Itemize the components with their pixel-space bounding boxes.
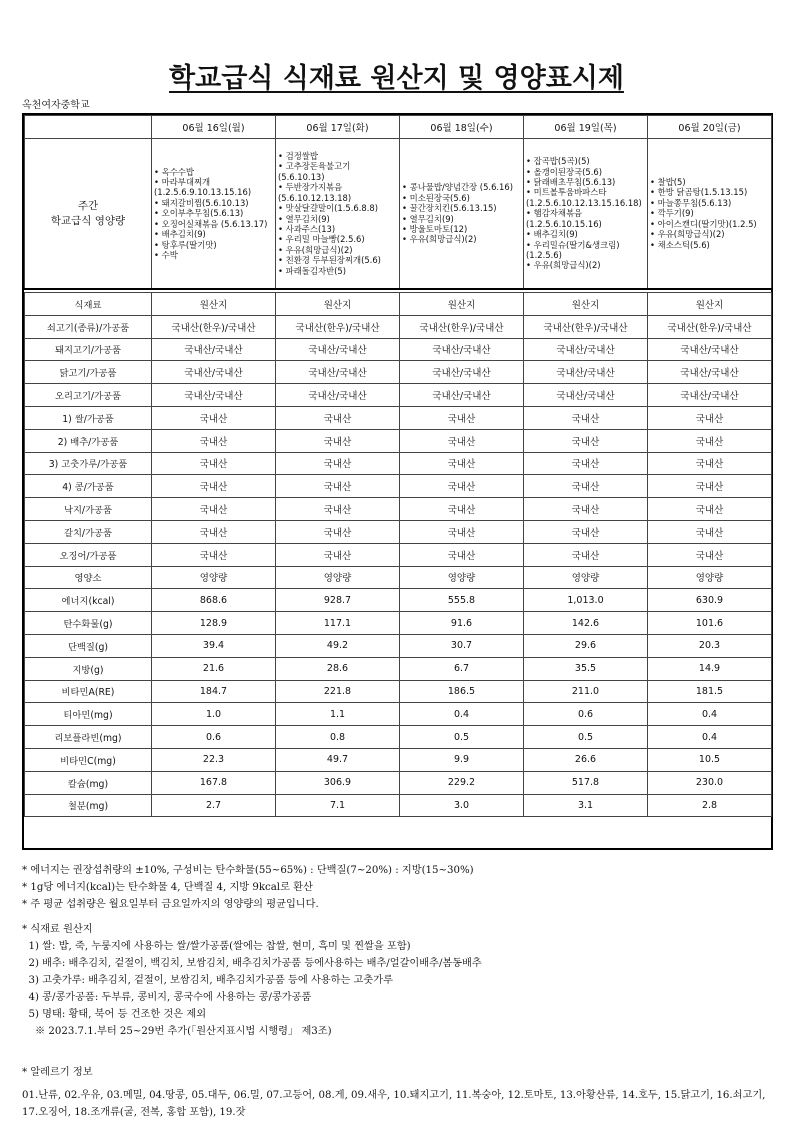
value-cell: 국내산/국내산 bbox=[400, 361, 524, 384]
menu-item: • 맛살달걀말이(1.5.6.8.8) bbox=[278, 203, 378, 214]
value-cell: 국내산 bbox=[400, 498, 524, 521]
value-cell: 국내산(한우)/국내산 bbox=[400, 315, 524, 338]
value-cell: 1.0 bbox=[152, 703, 276, 726]
value-cell: 국내산 bbox=[152, 498, 276, 521]
value-cell: 국내산 bbox=[648, 520, 772, 543]
value-cell: 28.6 bbox=[276, 657, 400, 680]
nutrition-table bbox=[24, 115, 772, 817]
value-cell: 국내산 bbox=[152, 406, 276, 429]
header-value: 원산지 bbox=[152, 293, 276, 316]
value-cell: 21.6 bbox=[152, 657, 276, 680]
value-cell: 국내산/국내산 bbox=[152, 361, 276, 384]
value-cell: 306.9 bbox=[276, 771, 400, 794]
value-cell: 국내산 bbox=[648, 429, 772, 452]
menu-item: • 닭래배초무침(5.6.13) bbox=[526, 177, 616, 188]
value-cell: 국내산 bbox=[524, 543, 648, 566]
value-cell: 국내산 bbox=[524, 406, 648, 429]
menu-cell bbox=[276, 139, 400, 290]
value-cell: 181.5 bbox=[648, 680, 772, 703]
origin-row bbox=[25, 315, 772, 338]
row-label: 리보플라빈(mg) bbox=[25, 726, 152, 749]
value-cell: 국내산 bbox=[400, 475, 524, 498]
menu-item: • 우유(희망급식)(2) bbox=[650, 229, 725, 240]
origin-note-line: 1) 쌀: 밥, 죽, 누룽지에 사용하는 쌀/쌀가공품(쌀에는 찹쌀, 현미, 흑미 및 찐쌀을 포함) bbox=[22, 941, 411, 952]
value-cell: 928.7 bbox=[276, 589, 400, 612]
value-cell: 3.1 bbox=[524, 794, 648, 817]
date-cell: 06월 20일(금) bbox=[648, 116, 772, 139]
origin-notes-title: * 식재료 원산지 bbox=[22, 924, 93, 935]
corner-cell bbox=[25, 116, 152, 139]
origin-row bbox=[25, 384, 772, 407]
menu-cell bbox=[648, 139, 772, 290]
nutrient-row bbox=[25, 680, 772, 703]
allergy-text: 01.난류, 02.우유, 03.메밀, 04.땅콩, 05.대두, 06.밀, 07.고등어, 08.게, 09.새우, 10.돼지고기, 11.복숭아, 12.토마토, 13.아황산류, 14.호두, 15.닭고기, 16.쇠고기, 17.오징어, 18.조개류(굴, 전복, 홍합 포함), 19.잣 bbox=[22, 1090, 766, 1118]
menu-item: • 우유(희망급식)(2) bbox=[526, 260, 601, 271]
value-cell: 국내산 bbox=[648, 543, 772, 566]
value-cell: 국내산 bbox=[276, 543, 400, 566]
row-label: 오징어/가공품 bbox=[25, 543, 152, 566]
value-cell: 국내산(한우)/국내산 bbox=[524, 315, 648, 338]
menu-item: • 옥수수밥 bbox=[154, 166, 194, 177]
value-cell: 국내산 bbox=[400, 452, 524, 475]
menu-item: • 돼지갈비찜(5.6.10.13) bbox=[154, 197, 249, 208]
value-cell: 국내산 bbox=[276, 475, 400, 498]
menu-item: • 고추장돈육불고기 (5.6.10.13) bbox=[278, 161, 351, 182]
value-cell: 1.1 bbox=[276, 703, 400, 726]
menu-item: • 마라부대찌개 (1.2.5.6.9.10.13.15.16) bbox=[154, 177, 252, 198]
row-label: 오리고기/가공품 bbox=[25, 384, 152, 407]
origin-row bbox=[25, 406, 772, 429]
menu-item: • 꿀간장치킨(5.6.13.15) bbox=[402, 203, 497, 214]
origin-notes-list bbox=[22, 938, 782, 1040]
origin-note-line: 2) 배추: 배추김치, 겉절이, 백김치, 보쌈김치, 배추김치가공품 등에사용하는 배추/얼갈이배추/봄동배추 bbox=[22, 958, 482, 969]
menu-item: • 파래돌김자반(5) bbox=[278, 265, 347, 276]
value-cell: 128.9 bbox=[152, 612, 276, 635]
value-cell: 국내산/국내산 bbox=[524, 338, 648, 361]
value-cell: 868.6 bbox=[152, 589, 276, 612]
value-cell: 국내산 bbox=[648, 406, 772, 429]
row-label: 비타민A(RE) bbox=[25, 680, 152, 703]
value-cell: 국내산 bbox=[276, 452, 400, 475]
value-cell: 국내산/국내산 bbox=[276, 361, 400, 384]
value-cell: 국내산 bbox=[400, 543, 524, 566]
value-cell: 국내산 bbox=[276, 429, 400, 452]
value-cell: 2.7 bbox=[152, 794, 276, 817]
menu-item: • 우유(희망급식)(2) bbox=[402, 234, 477, 245]
menu-item: • 배추김치(9) bbox=[154, 229, 206, 240]
origin-row bbox=[25, 475, 772, 498]
value-cell: 국내산/국내산 bbox=[648, 361, 772, 384]
date-cell: 06월 17일(화) bbox=[276, 116, 400, 139]
value-cell: 국내산/국내산 bbox=[648, 384, 772, 407]
value-cell: 29.6 bbox=[524, 634, 648, 657]
row-label: 돼지고기/가공품 bbox=[25, 338, 152, 361]
value-cell: 국내산 bbox=[524, 520, 648, 543]
header-value: 영양량 bbox=[152, 566, 276, 589]
row-label: 단백질(g) bbox=[25, 634, 152, 657]
value-cell: 2.8 bbox=[648, 794, 772, 817]
row-label: 비타민C(mg) bbox=[25, 748, 152, 771]
menu-item: • 올갱이된장국(5.6) bbox=[526, 166, 602, 177]
value-cell: 0.4 bbox=[400, 703, 524, 726]
value-cell: 국내산 bbox=[648, 475, 772, 498]
date-cell: 06월 19일(목) bbox=[524, 116, 648, 139]
note-line: * 1g당 에너지(kcal)는 탄수화물 4, 단백질 4, 지방 9kcal로 환산 bbox=[22, 882, 313, 893]
value-cell: 10.5 bbox=[648, 748, 772, 771]
value-cell: 국내산 bbox=[648, 498, 772, 521]
value-cell: 국내산/국내산 bbox=[524, 384, 648, 407]
menu-item: • 배추김치(9) bbox=[526, 229, 578, 240]
value-cell: 국내산/국내산 bbox=[400, 384, 524, 407]
value-cell: 0.4 bbox=[648, 703, 772, 726]
value-cell: 국내산 bbox=[400, 429, 524, 452]
value-cell: 30.7 bbox=[400, 634, 524, 657]
value-cell: 517.8 bbox=[524, 771, 648, 794]
allergy-title: * 알레르기 정보 bbox=[22, 1067, 93, 1078]
value-cell: 국내산/국내산 bbox=[276, 338, 400, 361]
origin-note-line: 5) 명태: 황태, 북어 등 건조한 것은 제외 bbox=[22, 1009, 207, 1020]
menu-item: • 검정쌀밥 bbox=[278, 151, 318, 162]
value-cell: 국내산 bbox=[524, 475, 648, 498]
row-label: 2) 배추/가공품 bbox=[25, 429, 152, 452]
menu-item: • 사과주스(13) bbox=[278, 223, 336, 234]
nutrition-table-frame bbox=[22, 113, 773, 850]
value-cell: 국내산(한우)/국내산 bbox=[276, 315, 400, 338]
menu-label-line: 학교급식 영양량 bbox=[50, 214, 126, 227]
value-cell: 49.7 bbox=[276, 748, 400, 771]
value-cell: 국내산/국내산 bbox=[400, 338, 524, 361]
origin-row bbox=[25, 361, 772, 384]
menu-item: • 열무김치(9) bbox=[402, 213, 454, 224]
value-cell: 국내산 bbox=[152, 429, 276, 452]
menu-item: • 열무김치(9) bbox=[278, 213, 330, 224]
menu-item: • 우유(희망급식)(2) bbox=[278, 244, 353, 255]
row-label: 닭고기/가공품 bbox=[25, 361, 152, 384]
value-cell: 91.6 bbox=[400, 612, 524, 635]
row-label: 에너지(kcal) bbox=[25, 589, 152, 612]
row-label: 철분(mg) bbox=[25, 794, 152, 817]
value-cell: 국내산 bbox=[524, 498, 648, 521]
value-cell: 국내산/국내산 bbox=[648, 338, 772, 361]
menu-cell bbox=[152, 139, 276, 290]
value-cell: 26.6 bbox=[524, 748, 648, 771]
menu-item: • 콩나물밥/양념간장 (5.6.16) bbox=[402, 182, 513, 193]
value-cell: 555.8 bbox=[400, 589, 524, 612]
menu-row bbox=[25, 139, 772, 290]
notes-section bbox=[22, 862, 782, 1040]
school-name: 옥천여자중학교 bbox=[22, 100, 90, 111]
menu-item: • 수박 bbox=[154, 249, 178, 260]
header-value: 영양량 bbox=[400, 566, 524, 589]
value-cell: 국내산 bbox=[152, 543, 276, 566]
origin-note-line: ※ 2023.7.1.부터 25~29번 추가(「원산지표시법 시행령」 제3조) bbox=[22, 1026, 332, 1037]
value-cell: 117.1 bbox=[276, 612, 400, 635]
row-label: 낙지/가공품 bbox=[25, 498, 152, 521]
value-cell: 14.9 bbox=[648, 657, 772, 680]
page-title: 학교급식 식재료 원산지 및 영양표시제 bbox=[169, 63, 624, 94]
menu-item: • 탕후루(딸기맛) bbox=[154, 239, 217, 250]
header-value: 영양량 bbox=[276, 566, 400, 589]
value-cell: 국내산/국내산 bbox=[152, 338, 276, 361]
value-cell: 221.8 bbox=[276, 680, 400, 703]
origin-note-line: 3) 고춧가루: 배추김치, 겉절이, 보쌈김치, 배추김치가공품 등에 사용하는 고춧가루 bbox=[22, 975, 393, 986]
value-cell: 국내산 bbox=[400, 520, 524, 543]
value-cell: 186.5 bbox=[400, 680, 524, 703]
value-cell: 국내산 bbox=[152, 520, 276, 543]
nutrient-row bbox=[25, 634, 772, 657]
value-cell: 0.6 bbox=[152, 726, 276, 749]
value-cell: 230.0 bbox=[648, 771, 772, 794]
value-cell: 0.4 bbox=[648, 726, 772, 749]
allergy-section bbox=[22, 1064, 777, 1121]
value-cell: 국내산/국내산 bbox=[152, 384, 276, 407]
header-value: 원산지 bbox=[524, 293, 648, 316]
value-cell: 국내산 bbox=[276, 498, 400, 521]
value-cell: 국내산 bbox=[400, 406, 524, 429]
date-cell: 06월 18일(수) bbox=[400, 116, 524, 139]
notes-list bbox=[22, 862, 782, 913]
header-label: 영양소 bbox=[25, 566, 152, 589]
note-line: * 주 평균 섭취량은 월요일부터 금요일까지의 영양량의 평균입니다. bbox=[22, 899, 319, 910]
row-label: 쇠고기(종류)/가공품 bbox=[25, 315, 152, 338]
value-cell: 국내산 bbox=[648, 452, 772, 475]
note-line: * 에너지는 권장섭취량의 ±10%, 구성비는 탄수화물(55~65%) : 단백질(7~20%) : 지방(15~30%) bbox=[22, 865, 474, 876]
origin-row bbox=[25, 429, 772, 452]
nutrient-row bbox=[25, 771, 772, 794]
value-cell: 국내산 bbox=[524, 452, 648, 475]
value-cell: 국내산 bbox=[524, 429, 648, 452]
value-cell: 9.9 bbox=[400, 748, 524, 771]
row-label: 지방(g) bbox=[25, 657, 152, 680]
value-cell: 국내산/국내산 bbox=[276, 384, 400, 407]
menu-item: • 우리밀 마늘빵(2.5.6) bbox=[278, 234, 365, 245]
value-cell: 7.1 bbox=[276, 794, 400, 817]
row-label: 갈치/가공품 bbox=[25, 520, 152, 543]
value-cell: 211.0 bbox=[524, 680, 648, 703]
menu-item: • 방울토마토(12) bbox=[402, 223, 468, 234]
value-cell: 22.3 bbox=[152, 748, 276, 771]
value-cell: 국내산(한우)/국내산 bbox=[152, 315, 276, 338]
header-label: 식재료 bbox=[25, 293, 152, 316]
value-cell: 0.8 bbox=[276, 726, 400, 749]
nutrient-row bbox=[25, 748, 772, 771]
origin-row bbox=[25, 498, 772, 521]
row-label: 1) 쌀/가공품 bbox=[25, 406, 152, 429]
menu-item: • 마늘쫑무침(5.6.13) bbox=[650, 197, 732, 208]
value-cell: 0.5 bbox=[524, 726, 648, 749]
menu-item: • 오이부추무침(5.6.13) bbox=[154, 208, 244, 219]
origin-header-row bbox=[25, 293, 772, 316]
origin-note-line: 4) 콩/콩가공품: 두부류, 콩비지, 콩국수에 사용하는 콩/콩가공품 bbox=[22, 992, 312, 1003]
menu-item: • 오징어실채볶음 (5.6.13.17) bbox=[154, 218, 268, 229]
value-cell: 1,013.0 bbox=[524, 589, 648, 612]
menu-item: • 두반장가지볶음 (5.6.10.12.13.18) bbox=[278, 182, 352, 203]
value-cell: 49.2 bbox=[276, 634, 400, 657]
value-cell: 229.2 bbox=[400, 771, 524, 794]
origin-row bbox=[25, 452, 772, 475]
nutrient-row bbox=[25, 794, 772, 817]
nutrient-row bbox=[25, 612, 772, 635]
menu-cell bbox=[400, 139, 524, 290]
header-value: 원산지 bbox=[400, 293, 524, 316]
menu-item: • 우리밀슈(딸기&생크림)(1.2.5.6) bbox=[526, 239, 620, 260]
value-cell: 3.0 bbox=[400, 794, 524, 817]
menu-item: • 미트볼투움바파스타 (1.2.5.6.10.12.13.15.16.18) bbox=[526, 187, 642, 208]
value-cell: 0.6 bbox=[524, 703, 648, 726]
value-cell: 국내산 bbox=[276, 406, 400, 429]
menu-item: • 친환경 두부된장찌개(5.6) bbox=[278, 255, 381, 266]
menu-item: • 햄감자채볶음 (1.2.5.6.10.15.16) bbox=[526, 208, 602, 229]
value-cell: 142.6 bbox=[524, 612, 648, 635]
menu-item: • 미소된장국(5.6) bbox=[402, 192, 470, 203]
origin-row bbox=[25, 338, 772, 361]
header-value: 영양량 bbox=[524, 566, 648, 589]
nutrient-row bbox=[25, 703, 772, 726]
value-cell: 국내산 bbox=[152, 475, 276, 498]
value-cell: 20.3 bbox=[648, 634, 772, 657]
menu-item: • 깍두기(9) bbox=[650, 208, 694, 219]
value-cell: 국내산/국내산 bbox=[524, 361, 648, 384]
value-cell: 국내산(한우)/국내산 bbox=[648, 315, 772, 338]
date-header-row bbox=[25, 116, 772, 139]
menu-item: • 채소스틱(5.6) bbox=[650, 239, 710, 250]
value-cell: 630.9 bbox=[648, 589, 772, 612]
row-label: 탄수화물(g) bbox=[25, 612, 152, 635]
value-cell: 35.5 bbox=[524, 657, 648, 680]
header-value: 원산지 bbox=[276, 293, 400, 316]
value-cell: 6.7 bbox=[400, 657, 524, 680]
menu-item: • 아이스캔디(딸기맛)(1.2.5) bbox=[650, 218, 757, 229]
row-label: 3) 고춧가루/가공품 bbox=[25, 452, 152, 475]
origin-row bbox=[25, 543, 772, 566]
menu-item: • 한방 닭곰탕(1.5.13.15) bbox=[650, 187, 748, 198]
row-label: 티아민(mg) bbox=[25, 703, 152, 726]
menu-label-line: 주간 bbox=[77, 199, 99, 212]
nutrient-header-row bbox=[25, 566, 772, 589]
menu-item: • 잡곡밥(5곡)(5) bbox=[526, 156, 590, 167]
value-cell: 184.7 bbox=[152, 680, 276, 703]
value-cell: 국내산 bbox=[276, 520, 400, 543]
value-cell: 101.6 bbox=[648, 612, 772, 635]
header-value: 영양량 bbox=[648, 566, 772, 589]
value-cell: 국내산 bbox=[152, 452, 276, 475]
menu-label-cell bbox=[25, 139, 152, 290]
date-cell: 06월 16일(월) bbox=[152, 116, 276, 139]
menu-cell bbox=[524, 139, 648, 290]
row-label: 칼슘(mg) bbox=[25, 771, 152, 794]
menu-item: • 찰밥(5) bbox=[650, 177, 686, 188]
value-cell: 167.8 bbox=[152, 771, 276, 794]
nutrient-row bbox=[25, 589, 772, 612]
value-cell: 0.5 bbox=[400, 726, 524, 749]
row-label: 4) 콩/가공품 bbox=[25, 475, 152, 498]
origin-row bbox=[25, 520, 772, 543]
nutrient-row bbox=[25, 726, 772, 749]
header-value: 원산지 bbox=[648, 293, 772, 316]
value-cell: 39.4 bbox=[152, 634, 276, 657]
nutrient-row bbox=[25, 657, 772, 680]
